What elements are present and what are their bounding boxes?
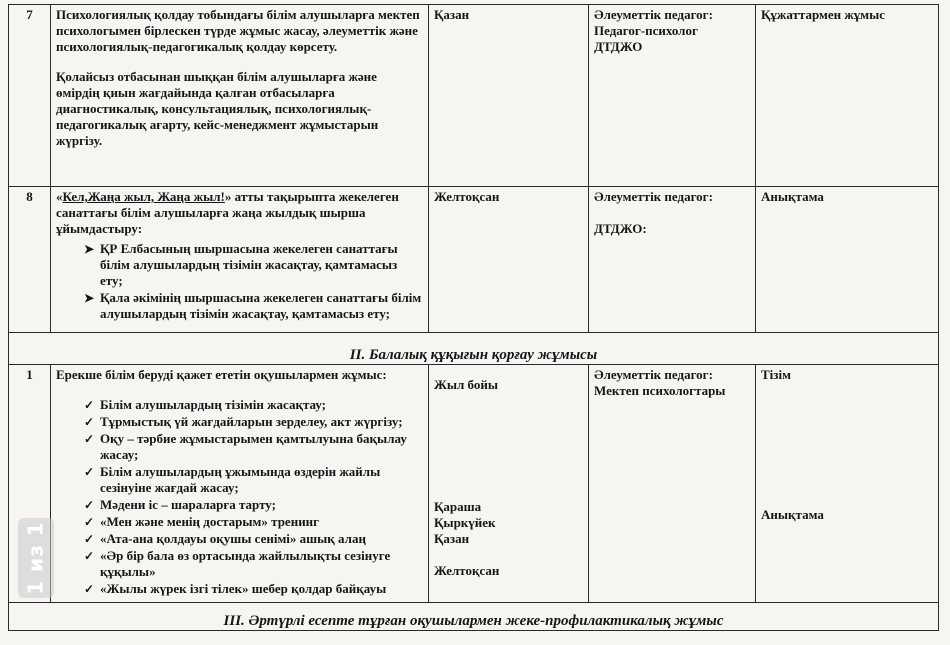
responsible-line: Мектеп психологтары — [594, 383, 726, 398]
activity-cell — [51, 5, 429, 187]
table-row-8 — [9, 187, 939, 333]
list-item-text: «Әр бір бала өз ортасында жайлылықты сезінуге құқылы» — [100, 548, 391, 579]
list-item-text: Оқу – тәрбие жұмыстарымен қамтылуына бақылау жасау; — [100, 431, 407, 462]
list-item-text: Білім алушылардың ұжымында өздерін жайлы сезінуіне жағдай жасау; — [100, 464, 381, 495]
list-item — [84, 514, 423, 530]
activity-paragraph: Қолайсыз отбасынан шыққан білім алушыларға және өмірдің қиын жағдайында қалған отбасыларға диагностикалық, консультациялық, психологиялық-педагогикалық ағарту, кейс-менеджмент жұмыстарын жүргізу. — [56, 69, 379, 148]
list-item-text: «Ата-ана қолдауы оқушы сенімі» ашық алаң — [100, 531, 366, 546]
list-item — [84, 497, 423, 513]
check-list — [56, 397, 423, 597]
form-cell — [756, 365, 939, 603]
activity-cell — [51, 187, 429, 333]
list-item-text: Білім алушылардың тізімін жасақтау; — [100, 397, 326, 412]
term-line: Жыл бойы — [434, 377, 499, 392]
list-item-text: «Мен және менің достарым» тренинг — [100, 514, 320, 529]
form-line: Тізім — [761, 367, 791, 382]
row-number: 1 — [9, 365, 51, 603]
activity-lead — [56, 189, 423, 237]
activity-paragraph: Психологиялық қолдау тобындағы білім алушыларға мектеп психологымен бірлескен түрде жұмыс жасау, әлеуметтік және психологиялық-педагогикалық қолдау көрсету. — [56, 7, 420, 54]
check-icon: ✓ — [84, 582, 95, 596]
list-item — [84, 581, 423, 597]
responsible-line: Педагог-психолог — [594, 23, 698, 38]
check-icon: ✓ — [84, 398, 95, 412]
arrow-list — [56, 241, 423, 322]
term-cell: Желтоқсан — [429, 187, 589, 333]
list-item — [84, 431, 423, 463]
term-line: Қыркүйек — [434, 515, 496, 530]
responsible-line: Әлеуметтік педагог: — [594, 189, 713, 204]
activity-cell — [51, 365, 429, 603]
term-line: Желтоқсан — [434, 563, 500, 578]
form-cell: Анықтама — [756, 187, 939, 333]
event-title: Кел,Жаңа жыл, Жаңа жыл! — [62, 189, 225, 204]
list-item-text: Мәдени іс – шараларға тарту; — [100, 497, 276, 512]
responsible-cell — [589, 187, 756, 333]
list-item-text: «Жылы жүрек ізгі тілек» шебер қолдар байқауы — [100, 581, 387, 596]
list-item — [84, 290, 423, 322]
form-line: Анықтама — [761, 507, 824, 522]
row-number: 7 — [9, 5, 51, 187]
list-item — [84, 241, 423, 289]
responsible-line: ДТДЖО — [594, 39, 643, 54]
arrow-bullet-icon: ➤ — [84, 242, 95, 256]
section-header-row — [9, 603, 939, 631]
list-item — [84, 397, 423, 413]
list-item-text: Тұрмыстық үй жағдайларын зерделеу, акт жүргізу; — [100, 414, 403, 429]
activity-lead: Ерекше білім беруді қажет ететін оқушылармен жұмыс: — [56, 367, 387, 382]
list-item-text: Қала әкімінің шыршасына жекелеген санаттағы білім алушылардың тізімін жасақтау, қамтамасыз ету; — [100, 290, 422, 321]
section-title: III. Әртүрлі есепте тұрған оқушылармен жеке-профилактикалық жұмыс — [9, 603, 939, 631]
arrow-bullet-icon: ➤ — [84, 291, 95, 305]
check-icon: ✓ — [84, 415, 95, 429]
lead-text: » атты тақырыпта жекелеген санаттағы білім алушыларға жаңа жылдық шырша ұйымдастыру: — [56, 189, 399, 236]
list-item — [84, 531, 423, 547]
list-item — [84, 548, 423, 580]
page-counter-text: 1 из 1 — [24, 521, 48, 595]
form-cell: Құжаттармен жұмыс — [756, 5, 939, 187]
list-item — [84, 414, 423, 430]
page-counter-stamp — [18, 518, 54, 598]
check-icon: ✓ — [84, 498, 95, 512]
check-icon: ✓ — [84, 432, 95, 446]
check-icon: ✓ — [84, 532, 95, 546]
term-cell: Қазан — [429, 5, 589, 187]
term-cell — [429, 365, 589, 603]
check-icon: ✓ — [84, 465, 95, 479]
term-line: Қазан — [434, 531, 470, 546]
responsible-cell — [589, 365, 756, 603]
row-number: 8 — [9, 187, 51, 333]
list-item-text: ҚР Елбасының шыршасына жекелеген санаттағы білім алушылардың тізімін жасақтау, қамтамасыз ету; — [100, 241, 398, 288]
term-line: Қараша — [434, 499, 482, 514]
responsible-line: Әлеуметтік педагог: — [594, 367, 713, 382]
quote-mark: « — [56, 189, 63, 204]
responsible-line: Әлеуметтік педагог: — [594, 7, 713, 22]
responsible-cell — [589, 5, 756, 187]
responsible-line: ДТДЖО: — [594, 221, 647, 236]
section-header-row — [9, 333, 939, 365]
list-item — [84, 464, 423, 496]
check-icon: ✓ — [84, 549, 95, 563]
plan-table — [8, 4, 939, 631]
table-row-s2-1 — [9, 365, 939, 603]
check-icon: ✓ — [84, 515, 95, 529]
section-title: II. Балалық құқығын қорғау жұмысы — [9, 333, 939, 365]
table-row-7 — [9, 5, 939, 187]
